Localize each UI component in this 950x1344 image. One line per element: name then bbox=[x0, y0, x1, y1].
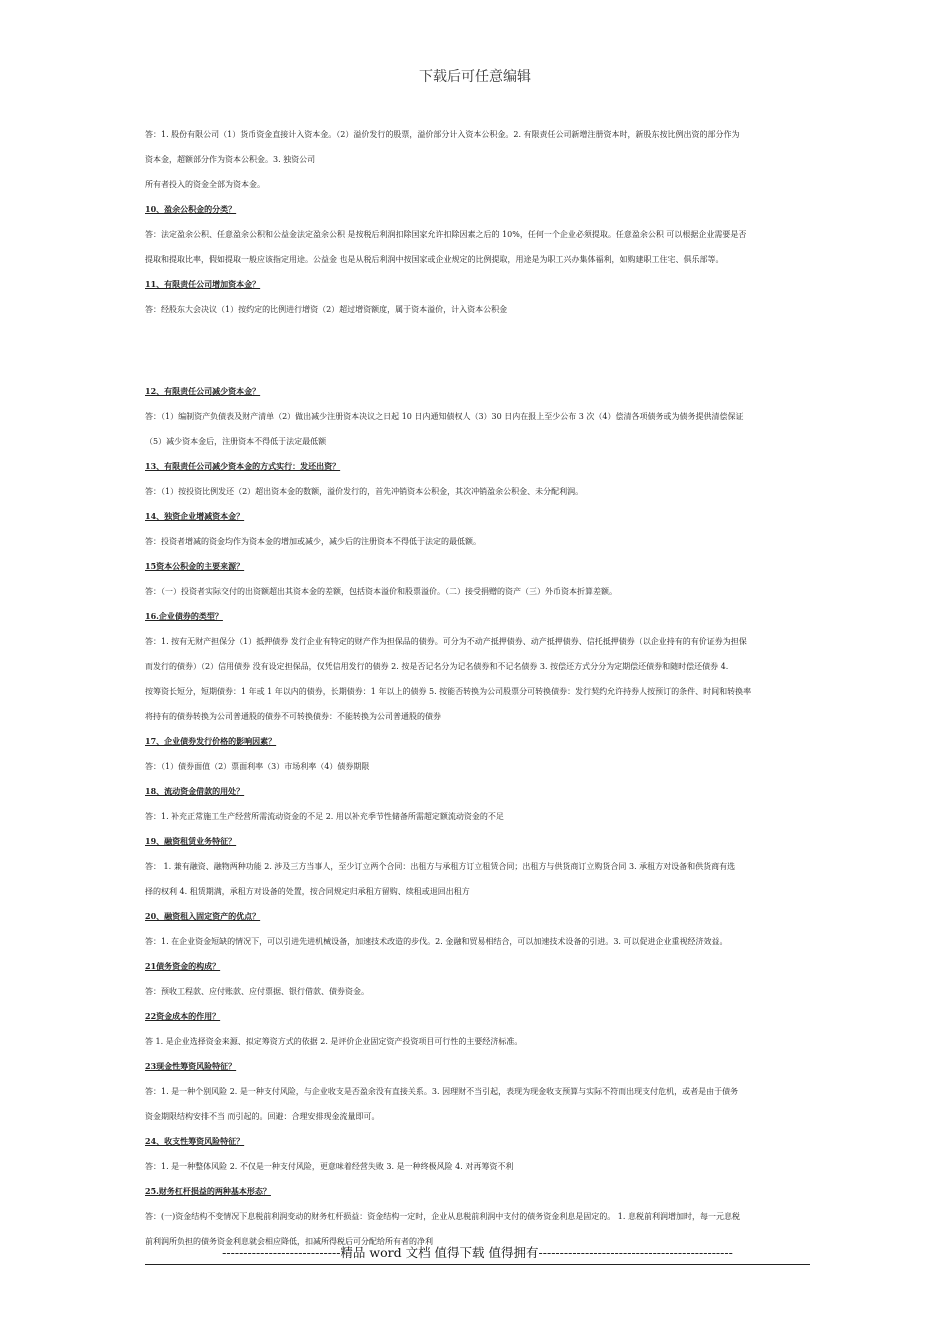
answer-line: 答 1. 是企业选择资金来源、拟定筹资方式的依据 2. 是评价企业固定资产投资项目可行性的主要经济标准。 bbox=[145, 1037, 523, 1046]
answer-line: 答：1. 是一种整体风险 2. 不仅是一种支付风险，更意味着经营失败 3. 是一种终极风险 4. 对再筹资不利 bbox=[145, 1162, 514, 1171]
answer-line: 提取和提取比率，假如提取一般应该指定用途。公益金 也是从税后利润中按国家或企业规定的比例提取，用途是为职工兴办集体福利，如购建职工住宅、俱乐部等。 bbox=[145, 255, 724, 264]
answer-line: 答：（1）编制资产负债表及财产清单（2）做出减少注册资本决议之日起 10 日内通知债权人（3）30 日内在报上至少公布 3 次（4）偿清各项债务或为债务提供清偿保证 bbox=[145, 412, 744, 421]
question-heading: 10、盈余公积金的分类？ bbox=[145, 204, 237, 214]
answer-line: 答：预收工程款、应付账款、应付票据、银行借款、债券资金。 bbox=[145, 987, 369, 996]
question-heading: 24、收支性筹资风险特征？ bbox=[145, 1136, 245, 1146]
page-header: 下载后可任意编辑 bbox=[419, 69, 531, 85]
question-heading: 11、有限责任公司增加资本金？ bbox=[145, 279, 261, 289]
question-heading: 25.财务杠杆损益的两种基本形态？ bbox=[145, 1186, 271, 1196]
answer-line: 答：法定盈余公积、任意盈余公积和公益金法定盈余公积 是按税后利润扣除国家允许扣除因素之后的 10%，任何一个企业必须提取。任意盈余公积 可以根据企业需要是否 bbox=[145, 230, 747, 239]
question-heading: 15资本公积金的主要来源？ bbox=[145, 561, 245, 571]
answer-line: 而发行的债券）（2）信用债券 没有设定担保品，仅凭信用发行的债券 2. 按是否记名分为记名债券和不记名债券 3. 按偿还方式分分为定期偿还债券和随时偿还债券 4. bbox=[145, 662, 729, 671]
question-heading: 12、有限责任公司减少资本金？ bbox=[145, 386, 261, 396]
answer-line: 答：（1）债券面值（2）票面利率（3）市场利率（4）债券期限 bbox=[145, 762, 370, 771]
question-heading: 22资金成本的作用？ bbox=[145, 1011, 221, 1021]
answer-line: 答：经股东大会决议（1）按约定的比例进行增资（2）超过增资额度，属于资本溢价，计入资本公积金 bbox=[145, 305, 508, 314]
question-heading: 14、独资企业增减资本金？ bbox=[145, 511, 245, 521]
answer-line: 答：（1）按投资比例发还（2）超出资本金的数额，溢价发行的，首先冲销资本公积金，其次冲销盈余公积金、未分配利润。 bbox=[145, 487, 584, 496]
question-heading: 18、流动资金借款的用处？ bbox=[145, 786, 245, 796]
question-heading: 23现金性筹资风险特征？ bbox=[145, 1061, 237, 1071]
answer-line: 答：1. 按有无财产担保分（1）抵押债券 发行企业有特定的财产作为担保品的债券。可分为不动产抵押债券、动产抵押债券、信托抵押债券（以企业持有的有价证券为担保 bbox=[145, 637, 747, 646]
question-heading: 17、企业债券发行价格的影响因素？ bbox=[145, 736, 277, 746]
blank-line bbox=[145, 338, 810, 363]
question-heading: 21债务资金的构成？ bbox=[145, 961, 221, 971]
document-body bbox=[145, 122, 810, 1254]
answer-line: 将持有的债券转换为公司普通股的债券不可转换债券：不能转换为公司普通股的债券 bbox=[145, 712, 441, 721]
answer-line: 答：（一）投资者实际交付的出资额超出其资本金的差额，包括资本溢价和股票溢价。（二）接受捐赠的资产（三）外币资本折算差额。 bbox=[145, 587, 617, 596]
answer-line: 答： 1. 兼有融资、融物两种功能 2. 涉及三方当事人，至少订立两个合同：出租方与承租方订立租赁合同；出租方与供货商订立购货合同 3. 承租方对设备和供货商有选 bbox=[145, 862, 736, 871]
answer-line: 答：1. 股份有限公司（1）货币资金直接计入资本金。（2）溢价发行的股票，溢价部分计入资本公积金。2. 有限责任公司新增注册资本时，新股东按比例出资的部分作为 bbox=[145, 130, 740, 139]
footer-rule bbox=[145, 1264, 810, 1265]
answer-line: 答：1. 是一种个别风险 2. 是一种支付风险，与企业收支是否盈余没有直接关系。3. 因理财不当引起，表现为现金收支预算与实际不符而出现支付危机，或者是由于债务 bbox=[145, 1087, 739, 1096]
answer-line: 资金期限结构安排不当 而引起的。回避：合理安排现金流量即可。 bbox=[145, 1112, 380, 1121]
question-heading: 16.企业债券的类型？ bbox=[145, 611, 223, 621]
answer-line: 答：(一)资金结构不变情况下息税前利润变动的财务杠杆损益：资金结构一定时，企业从息税前利润中支付的债务资金利息是固定的。 1. 息税前利润增加时，每一元息税 bbox=[145, 1212, 740, 1221]
answer-line: 答：1. 补充正常施工生产经营所需流动资金的不足 2. 用以补充季节性储备所需超定额流动资金的不足 bbox=[145, 812, 504, 821]
question-heading: 19、融资租赁业务特征？ bbox=[145, 836, 237, 846]
answer-line: 按筹资长短分，短期债券：1 年或 1 年以内的债券，长期债券：1 年以上的债券 5. 按能否转换为公司股票分可转换债券：发行契约允许持券人按预订的条件、时间和转换率 bbox=[145, 687, 752, 696]
question-heading: 20、融资租入固定资产的优点？ bbox=[145, 911, 261, 921]
answer-line: 答：1. 在企业资金短缺的情况下，可以引进先进机械设备，加速技术改造的步伐。2. 金融和贸易相结合，可以加速技术设备的引进。3. 可以促进企业重视经济效益。 bbox=[145, 937, 728, 946]
answer-line: 所有者投入的资金全部为资本金。 bbox=[145, 180, 265, 189]
answer-line: 答：投资者增减的资金均作为资本金的增加或减少，减少后的注册资本不得低于法定的最低额。 bbox=[145, 537, 481, 546]
answer-line: （5）减少资本金后，注册资本不得低于法定最低额 bbox=[145, 437, 327, 446]
answer-line: 前利润所负担的债务资金利息就会相应降低，扣减所得税后可分配给所有者的净利 bbox=[145, 1237, 433, 1246]
answer-line: 择的权利 4. 租赁期满，承租方对设备的处置，按合同规定归承租方留购、续租或退回出租方 bbox=[145, 887, 470, 896]
question-heading: 13、有限责任公司减少资本金的方式实行：发还出资？ bbox=[145, 461, 341, 471]
footer-banner: ----------------------------精品 word 文档 值得下载 值得拥有---------------------------------------------- bbox=[222, 1245, 733, 1260]
answer-line: 资本金，超额部分作为资本公积金。3. 独资公司 bbox=[145, 155, 316, 164]
